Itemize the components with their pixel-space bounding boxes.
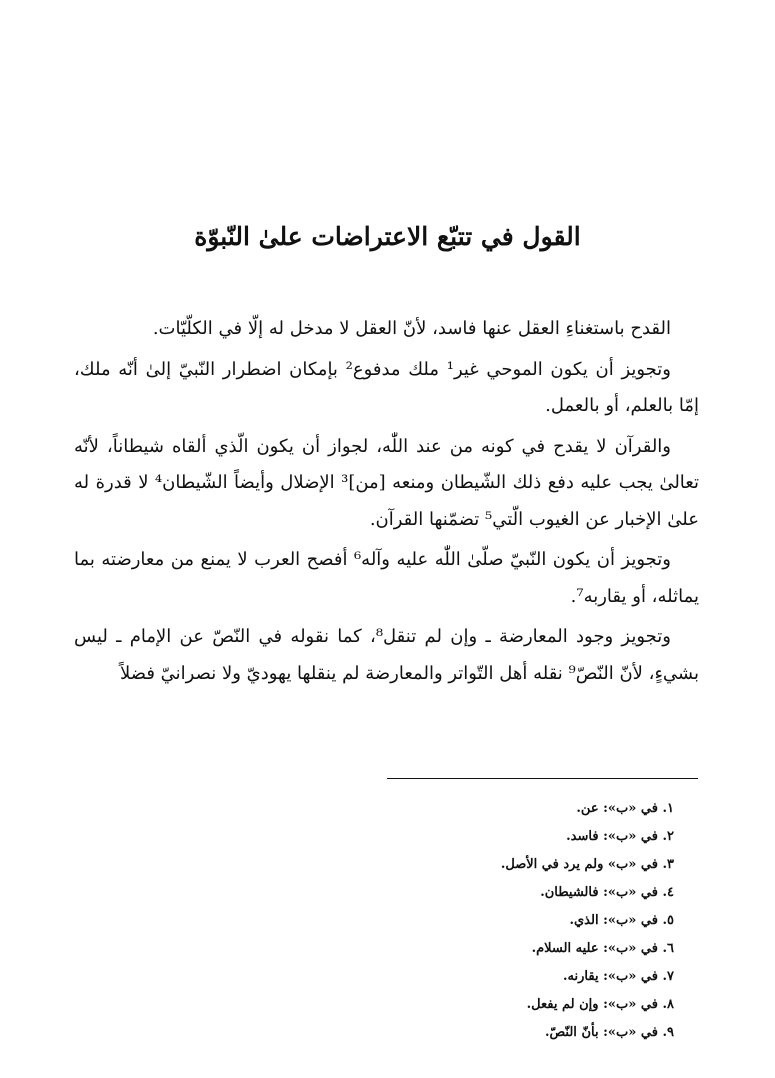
footnote: ١. في «ب»: عن. [576, 801, 674, 816]
footnote: ٩. في «ب»: بأنّ النّصّ. [544, 1025, 674, 1040]
paragraph: والقرآن لا يقدح في كونه من عند اللّٰه، لجواز أن يكون الّذي ألقاه شيطاناً، لأنّه تعالىٰ يجب عليه دفع ذلك الشّيطان ومنعه [من]³ الإضلال وأيضاً الشّيطان⁴ لا قدرة له علىٰ الإخبار عن الغيوب الّتي⁵ تضمّنها القرآن. [74, 435, 699, 530]
footnotes-list [74, 795, 674, 1047]
footnote: ٤. في «ب»: فالشيطان. [540, 885, 674, 900]
main-text [74, 311, 699, 696]
footnote: ٨. في «ب»: وإن لم يفعل. [526, 997, 674, 1012]
footnote: ٢. في «ب»: فاسد. [566, 829, 674, 844]
footnote: ٧. في «ب»: يقارنه. [563, 969, 674, 984]
paragraph: وتجويز أن يكون النّبيّ صلّىٰ اللّٰه عليه وآله⁶ أفصح العرب لا يمنع من معارضته بما يماثله، أو يقاربه⁷. [74, 549, 699, 607]
footnote-divider [387, 778, 698, 779]
footnote: ٥. في «ب»: الذي. [569, 913, 674, 928]
paragraph: وتجويز وجود المعارضة ـ وإن لم تنقل⁸، كما نقوله في النّصّ عن الإمام ـ ليس بشيءٍ، لأنّ النّصّ⁹ نقله أهل التّواتر والمعارضة لم ينقلها يهوديّ ولا نصرانيّ فضلاً [74, 626, 699, 684]
paragraph: القدح باستغناءِ العقل عنها فاسد، لأنّ العقل لا مدخل له إلّا في الكلّيّات. [152, 318, 671, 339]
section-title: القول في تتبّع الاعتراضات علىٰ النّبوّة [194, 222, 581, 251]
paragraph: وتجويز أن يكون الموحي غير¹ ملك مدفوع² بإمكان اضطرار النّبيّ إلىٰ أنّه ملك، إمّا بالعلم، أو بالعمل. [74, 358, 699, 416]
footnote: ٣. في «ب» ولم يرد في الأصل. [500, 857, 674, 872]
footnote: ٦. في «ب»: عليه السلام. [531, 941, 674, 956]
